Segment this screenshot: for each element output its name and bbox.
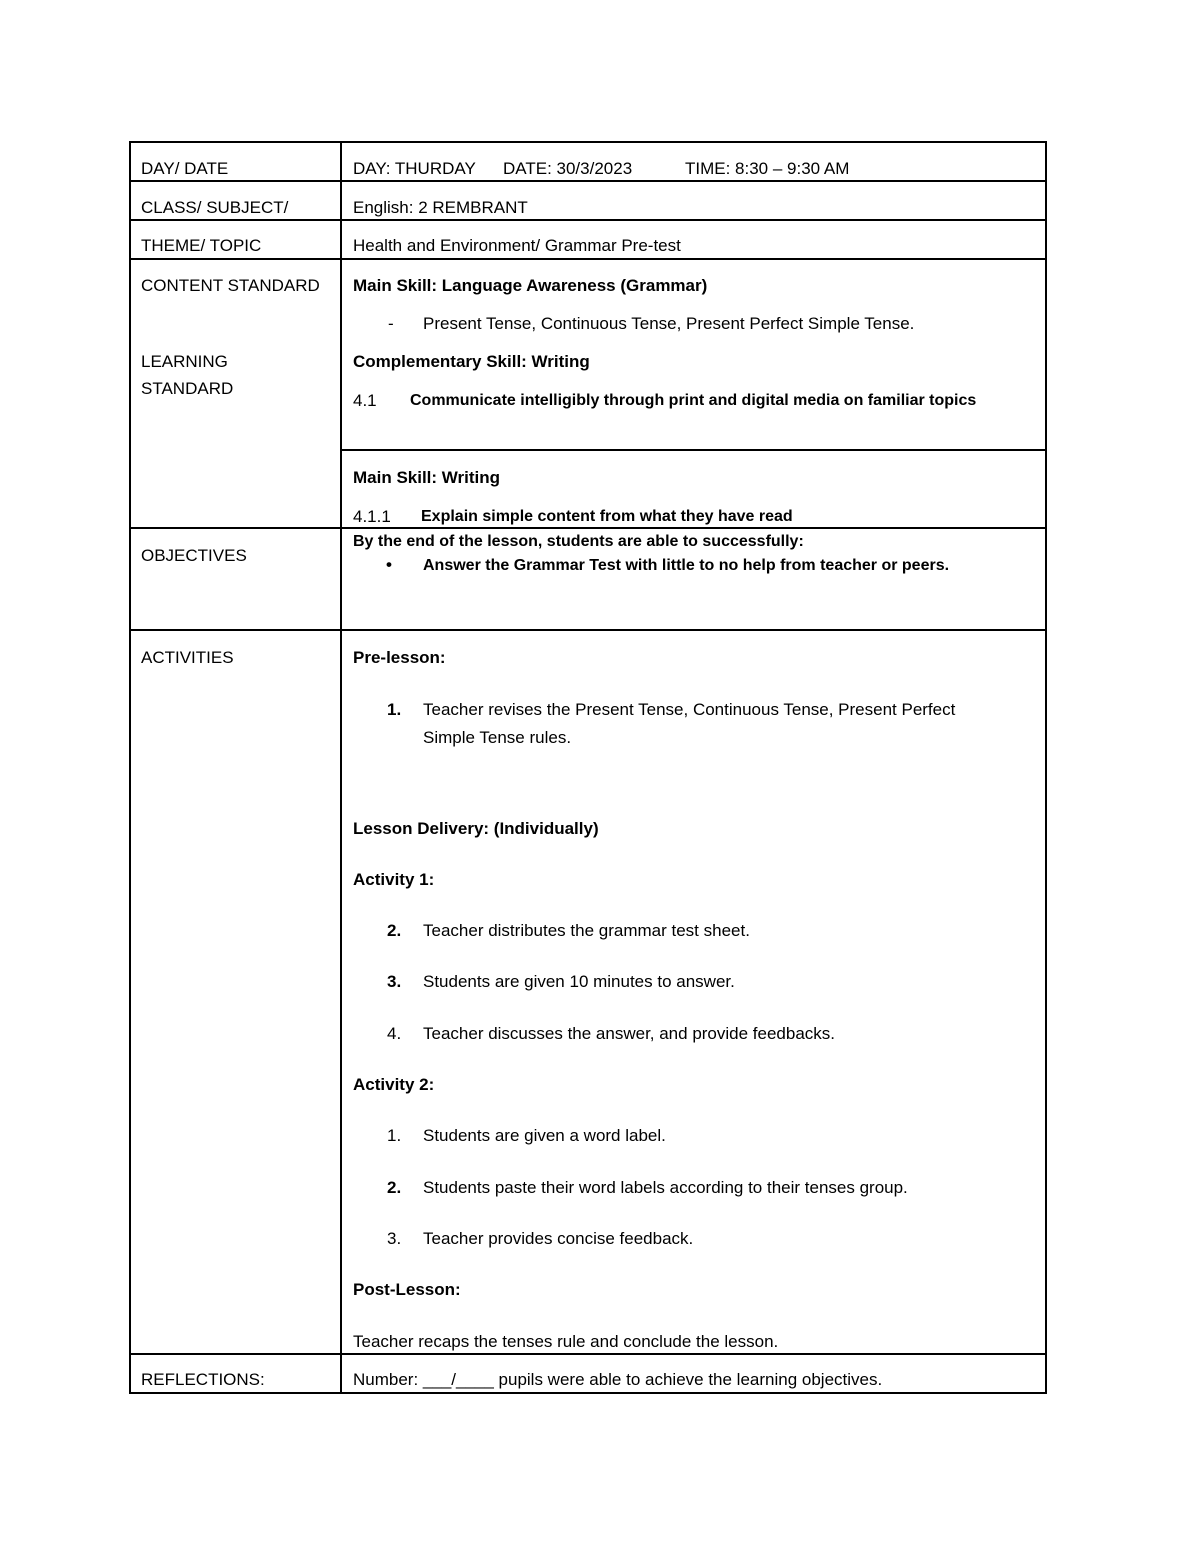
list-item: Teacher discusses the answer, and provide feedbacks.	[423, 1024, 836, 1043]
list-number: 2.	[387, 921, 402, 940]
label-objectives: OBJECTIVES	[141, 546, 247, 565]
column-divider	[340, 141, 342, 1394]
standard-number: 4.1	[353, 391, 377, 410]
row-divider	[129, 629, 1047, 631]
class-value: English: 2 REMBRANT	[353, 198, 528, 217]
complementary-skill-heading: Complementary Skill: Writing	[353, 352, 590, 371]
label-content-standard: CONTENT STANDARD	[141, 276, 320, 295]
post-lesson-heading: Post-Lesson:	[353, 1280, 461, 1299]
list-number: 2.	[387, 1178, 402, 1197]
label-activities: ACTIVITIES	[141, 648, 234, 667]
row-divider	[129, 219, 1047, 221]
pre-lesson-heading: Pre-lesson:	[353, 648, 446, 667]
objective-item: Answer the Grammar Test with little to no help from teacher or peers.	[423, 557, 950, 574]
day-value: DAY: THURDAY	[353, 159, 476, 178]
list-number: 3.	[387, 972, 402, 991]
dash-marker: -	[388, 314, 394, 333]
standard-text: Communicate intelligibly through print and digital media on familiar topics	[410, 392, 977, 409]
list-item: Students are given a word label.	[423, 1126, 666, 1145]
list-number: 1.	[387, 700, 402, 719]
label-learning: LEARNING	[141, 352, 228, 371]
list-item: Teacher distributes the grammar test sheet.	[423, 921, 750, 940]
learning-standard-number: 4.1.1	[353, 507, 391, 526]
row-divider	[129, 258, 1047, 260]
lesson-delivery-heading: Lesson Delivery: (Individually)	[353, 819, 599, 838]
objectives-intro: By the end of the lesson, students are able to successfully:	[353, 533, 804, 550]
pre-lesson-line-2: Simple Tense rules.	[423, 728, 572, 747]
bullet-marker: •	[386, 555, 392, 574]
row-divider	[340, 449, 1047, 451]
learning-main-skill-heading: Main Skill: Writing	[353, 468, 501, 487]
date-value: DATE: 30/3/2023	[503, 159, 633, 178]
list-number: 4.	[387, 1024, 402, 1043]
list-item: Students are given 10 minutes to answer.	[423, 972, 735, 991]
row-divider	[129, 180, 1047, 182]
main-skill-heading: Main Skill: Language Awareness (Grammar)	[353, 276, 708, 295]
reflections-text: Number: ___/____ pupils were able to achieve the learning objectives.	[353, 1370, 883, 1389]
label-class-subject: CLASS/ SUBJECT/	[141, 198, 289, 217]
row-divider	[129, 527, 1047, 529]
tenses-item: Present Tense, Continuous Tense, Present Perfect Simple Tense.	[423, 314, 915, 333]
list-number: 3.	[387, 1229, 402, 1248]
label-reflections: REFLECTIONS:	[141, 1370, 265, 1389]
theme-value: Health and Environment/ Grammar Pre-test	[353, 236, 681, 255]
pre-lesson-line-1: Teacher revises the Present Tense, Continuous Tense, Present Perfect	[423, 700, 956, 719]
learning-standard-text: Explain simple content from what they have read	[421, 508, 793, 525]
list-item: Teacher provides concise feedback.	[423, 1229, 694, 1248]
post-lesson-text: Teacher recaps the tenses rule and conclude the lesson.	[353, 1332, 779, 1351]
activity-1-heading: Activity 1:	[353, 870, 435, 889]
label-day-date: DAY/ DATE	[141, 159, 229, 178]
list-number: 1.	[387, 1126, 402, 1145]
row-divider	[129, 1353, 1047, 1355]
label-theme-topic: THEME/ TOPIC	[141, 236, 262, 255]
time-value: TIME: 8:30 – 9:30 AM	[685, 159, 850, 178]
list-item: Students paste their word labels according to their tenses group.	[423, 1178, 908, 1197]
activity-2-heading: Activity 2:	[353, 1075, 435, 1094]
label-standard: STANDARD	[141, 379, 234, 398]
